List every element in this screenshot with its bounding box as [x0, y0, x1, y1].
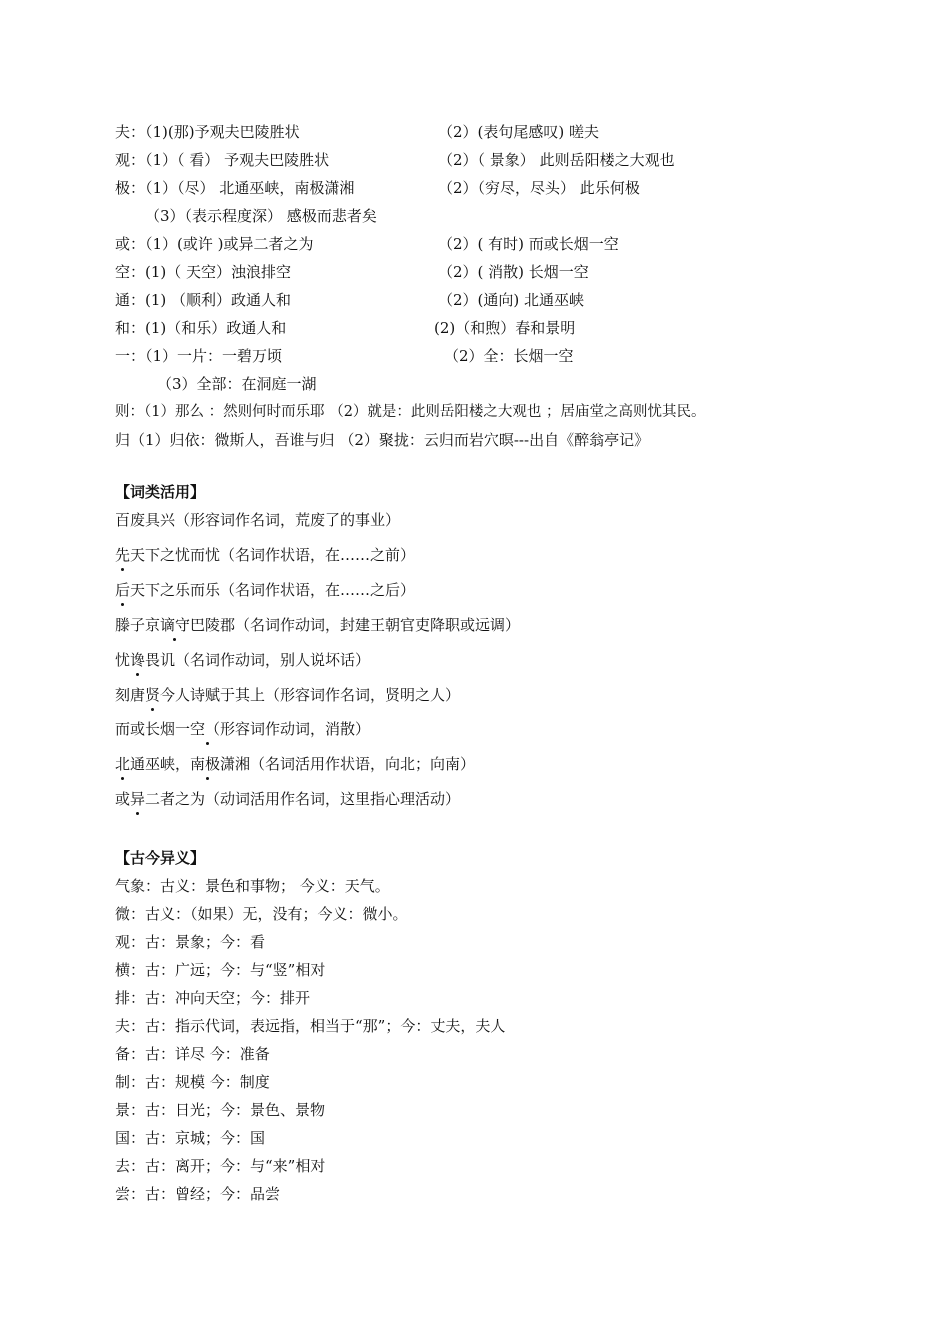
- polysemy-line-3b: （2）（穷尽，尽头） 此乐何极: [438, 179, 640, 197]
- polysemy-line-7b: （2）(通向) 北通巫峡: [438, 291, 585, 309]
- polysemy-line-2b: （2）（ 景象） 此则岳阳楼之大观也: [438, 151, 675, 169]
- polysemy-line-8a: 和：(1)（和乐）政通人和: [115, 319, 287, 337]
- ancient-item-9: 景：古：日光；今：景色、景物: [115, 1101, 326, 1119]
- emphasis-dot: [206, 742, 209, 745]
- ancient-item-4: 横：古：广远；今：与“竖”相对: [115, 961, 326, 979]
- emphasis-dot: [136, 812, 139, 815]
- wordclass-item-9: 或异二者之为（动词活用作名词，这里指心理活动）: [115, 790, 461, 808]
- polysemy-line-1a: 夫：（1)(那)予观夫巴陵胜状: [115, 123, 300, 141]
- wordclass-item-8: 北通巫峡，南极潇湘（名词活用作状语，向北；向南）: [115, 755, 476, 773]
- polysemy-line-8b: (2)（和煦）春和景明: [434, 319, 576, 337]
- emphasis-dot: [121, 568, 124, 571]
- ancient-item-8: 制：古：规模 今：制度: [115, 1073, 270, 1091]
- polysemy-line-3a: 极：（1）（尽） 北通巫峡，南极潇湘: [115, 179, 355, 197]
- polysemy-line-9a: 一：（1）一片：一碧万顷: [115, 347, 283, 365]
- ancient-item-6: 夫：古：指示代词，表远指，相当于“那”；今：丈夫，夫人: [115, 1017, 506, 1035]
- polysemy-line-9b: （2）全：长烟一空: [444, 347, 574, 365]
- wordclass-item-5: 忧谗畏讥（名词作动词，别人说坏话）: [115, 651, 371, 669]
- wordclass-item-3: 后天下之乐而乐（名词作状语，在……之后）: [115, 581, 416, 599]
- emphasis-dot: [121, 603, 124, 606]
- polysemy-line-5a: 或：（1）(或许 )或异二者之为: [115, 235, 314, 253]
- wordclass-item-6: 刻唐贤今人诗赋于其上（形容词作名词，贤明之人）: [115, 686, 461, 704]
- emphasis-dot: [206, 777, 209, 780]
- wordclass-item-1: 百废具兴（形容词作名词，荒废了的事业）: [115, 511, 401, 529]
- ancient-item-1: 气象：古义：景色和事物； 今义：天气。: [115, 877, 390, 895]
- ancient-item-3: 观：古：景象；今：看: [115, 933, 266, 951]
- polysemy-line-10a: （3）全部：在洞庭一湖: [157, 375, 317, 393]
- polysemy-line-12a: 归（1）归依：微斯人，吾谁与归 （2）聚拢：云归而岩穴暝---出自《醉翁亭记》: [115, 431, 650, 449]
- wordclass-title: 【词类活用】: [115, 483, 206, 501]
- ancient-item-10: 国：古：京城；今：国: [115, 1129, 266, 1147]
- polysemy-line-1b: （2）(表句尾感叹) 嗟夫: [438, 123, 600, 141]
- emphasis-dot: [136, 673, 139, 676]
- polysemy-line-6b: （2）( 消散) 长烟一空: [438, 263, 589, 281]
- wordclass-item-2: 先天下之忧而忧（名词作状语，在……之前）: [115, 546, 416, 564]
- ancient-item-12: 尝：古：曾经；今：品尝: [115, 1185, 281, 1203]
- emphasis-dot: [173, 638, 176, 641]
- wordclass-item-7: 而或长烟一空（形容词作动词，消散）: [115, 720, 371, 738]
- polysemy-line-4a: （3）（表示程度深） 感极而悲者矣: [145, 207, 377, 225]
- emphasis-dot: [151, 708, 154, 711]
- ancient-title: 【古今异义】: [115, 849, 206, 867]
- ancient-item-5: 排：古：冲向天空；今：排开: [115, 989, 311, 1007]
- polysemy-line-11a: 则：（1）那么 ：然则何时而乐耶 （2）就是：此则岳阳楼之大观也 ；居庙堂之高则忧其民。: [115, 404, 706, 420]
- polysemy-line-7a: 通：(1) （顺利）政通人和: [115, 291, 292, 309]
- ancient-item-2: 微：古义：（如果）无，没有；今义：微小。: [115, 905, 408, 923]
- emphasis-dot: [121, 777, 124, 780]
- polysemy-line-2a: 观：（1）（ 看） 予观夫巴陵胜状: [115, 151, 330, 169]
- ancient-item-11: 去：古：离开；今：与“来”相对: [115, 1157, 326, 1175]
- wordclass-item-4: 滕子京谪守巴陵郡（名词作动词，封建王朝官吏降职或远调）: [115, 616, 521, 634]
- polysemy-line-5b: （2）( 有时) 而或长烟一空: [438, 235, 619, 253]
- polysemy-line-6a: 空：(1)（ 天空）浊浪排空: [115, 263, 292, 281]
- ancient-item-7: 备：古：详尽 今：准备: [115, 1045, 270, 1063]
